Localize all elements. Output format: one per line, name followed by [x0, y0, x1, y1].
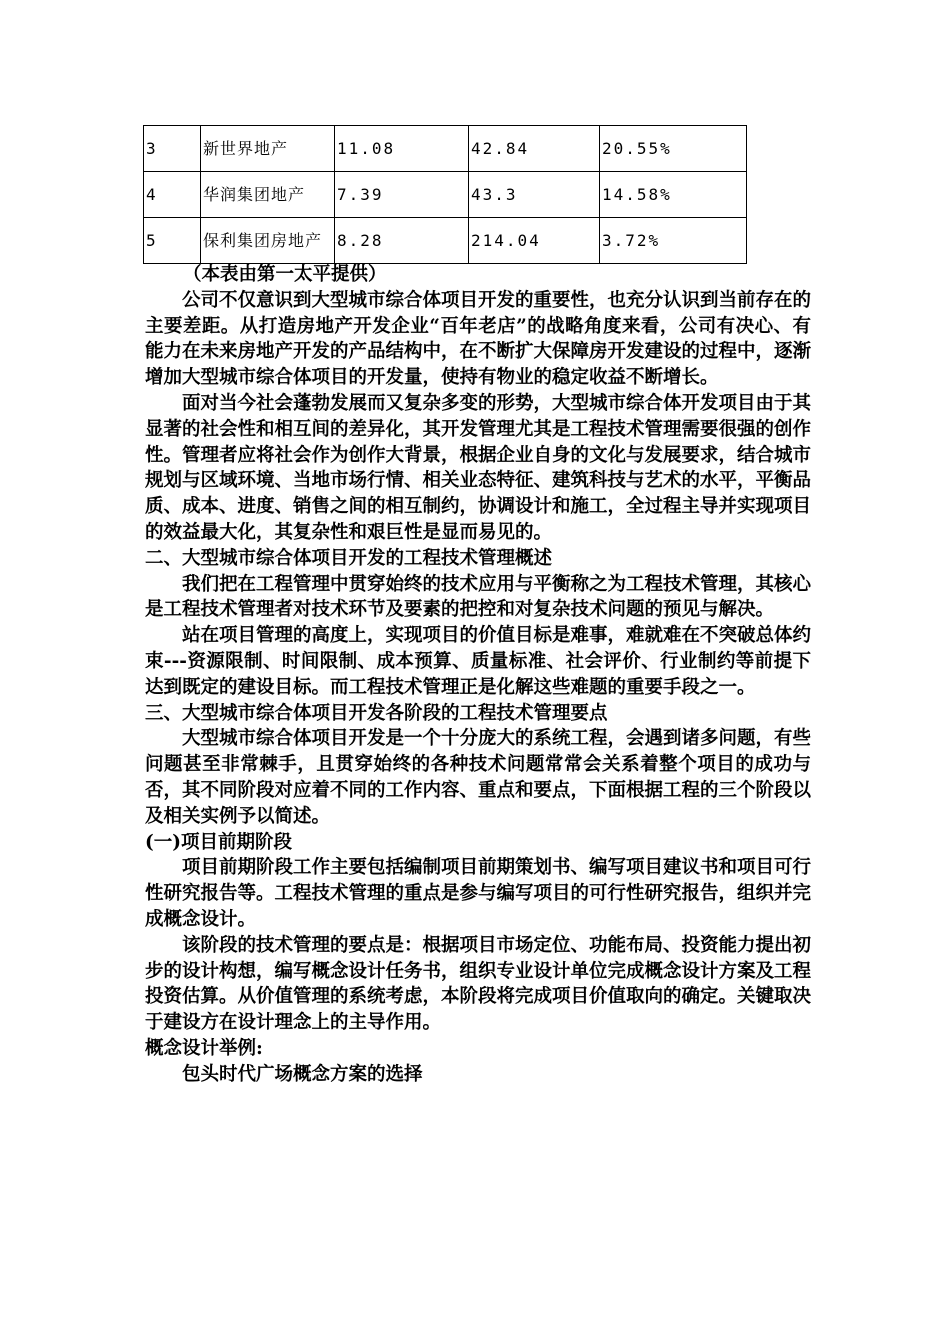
example-label: 概念设计举例: — [145, 1037, 263, 1059]
value-cell: 42.84 — [469, 126, 600, 172]
section-heading: 二、大型城市综合体项目开发的工程技术管理概述 — [145, 547, 553, 569]
table-row — [144, 172, 747, 218]
section-heading: 三、大型城市综合体项目开发各阶段的工程技术管理要点 — [145, 702, 608, 724]
value-cell: 214.04 — [469, 218, 600, 264]
paragraph: 项目前期阶段工作主要包括编制项目前期策划书、编写项目建议书和项目可行性研究报告等。工程技术管理的重点是参与编写项目的可行性研究报告，组织并完成概念设计。 — [145, 857, 812, 930]
company-cell: 保利集团房地产 — [201, 218, 335, 264]
data-table — [143, 125, 747, 264]
table-row — [144, 126, 747, 172]
paragraph: 面对当今社会蓬勃发展而又复杂多变的形势，大型城市综合体开发项目由于其显著的社会性和相互间的差异化，其开发管理尤其是工程技术管理需要很强的创作性。管理者应将社会作为创作大背景，根据企业自身的文化与发展要求，结合城市规划与区域环境、当地市场行情、相关业态特征、建筑科技与艺术的水平，平衡品质、成本、进度、销售之间的相互制约，协调设计和施工，全过程主导并实现项目的效益最大化，其复杂性和艰巨性是显而易见的。 — [145, 392, 812, 543]
value-cell: 43.3 — [469, 172, 600, 218]
percent-cell: 3.72% — [600, 218, 747, 264]
paragraph: 我们把在工程管理中贯穿始终的技术应用与平衡称之为工程技术管理，其核心是工程技术管理者对技术环节及要素的把控和对复杂技术问题的预见与解决。 — [145, 573, 812, 621]
company-cell: 华润集团地产 — [201, 172, 335, 218]
paragraph: 大型城市综合体项目开发是一个十分庞大的系统工程，会遇到诸多问题，有些问题甚至非常棘手，且贯穿始终的各种技术问题常常会关系着整个项目的成功与否，其不同阶段对应着不同的工作内容、重点和要点，下面根据工程的三个阶段以及相关实例予以简述。 — [145, 728, 812, 827]
rank-cell: 5 — [144, 218, 201, 264]
rank-cell: 3 — [144, 126, 201, 172]
paragraph: 公司不仅意识到大型城市综合体项目开发的重要性，也充分认识到当前存在的主要差距。从打造房地产开发企业“百年老店”的战略角度来看，公司有决心、有能力在未来房地产开发的产品结构中，在不断扩大保障房开发建设的过程中，逐渐增加大型城市综合体项目的开发量，使持有物业的稳定收益不断增长。 — [145, 289, 812, 389]
percent-cell: 14.58% — [600, 172, 747, 218]
subsection-heading: (一)项目前期阶段 — [145, 831, 293, 853]
value-cell: 11.08 — [335, 126, 469, 172]
paragraph: 该阶段的技术管理的要点是：根据项目市场定位、功能布局、投资能力提出初步的设计构想，编写概念设计任务书，组织专业设计单位完成概念设计方案及工程投资估算。从价值管理的系统考虑，本阶段将完成项目价值取向的确定。关键取决于建设方在设计理念上的主导作用。 — [145, 934, 812, 1034]
table-caption: （本表由第一太平提供） — [183, 264, 387, 285]
example-title: 包头时代广场概念方案的选择 — [182, 1063, 423, 1085]
rank-cell: 4 — [144, 172, 201, 218]
body-text — [145, 262, 811, 1088]
table-row — [144, 218, 747, 264]
company-cell: 新世界地产 — [201, 126, 335, 172]
percent-cell: 20.55% — [600, 126, 747, 172]
paragraph: 站在项目管理的高度上，实现项目的价值目标是难事，难就难在不突破总体约束---资源限制、时间限制、成本预算、质量标准、社会评价、行业制约等前提下达到既定的建设目标。而工程技术管理正是化解这些难题的重要手段之一。 — [145, 625, 812, 698]
value-cell: 8.28 — [335, 218, 469, 264]
value-cell: 7.39 — [335, 172, 469, 218]
